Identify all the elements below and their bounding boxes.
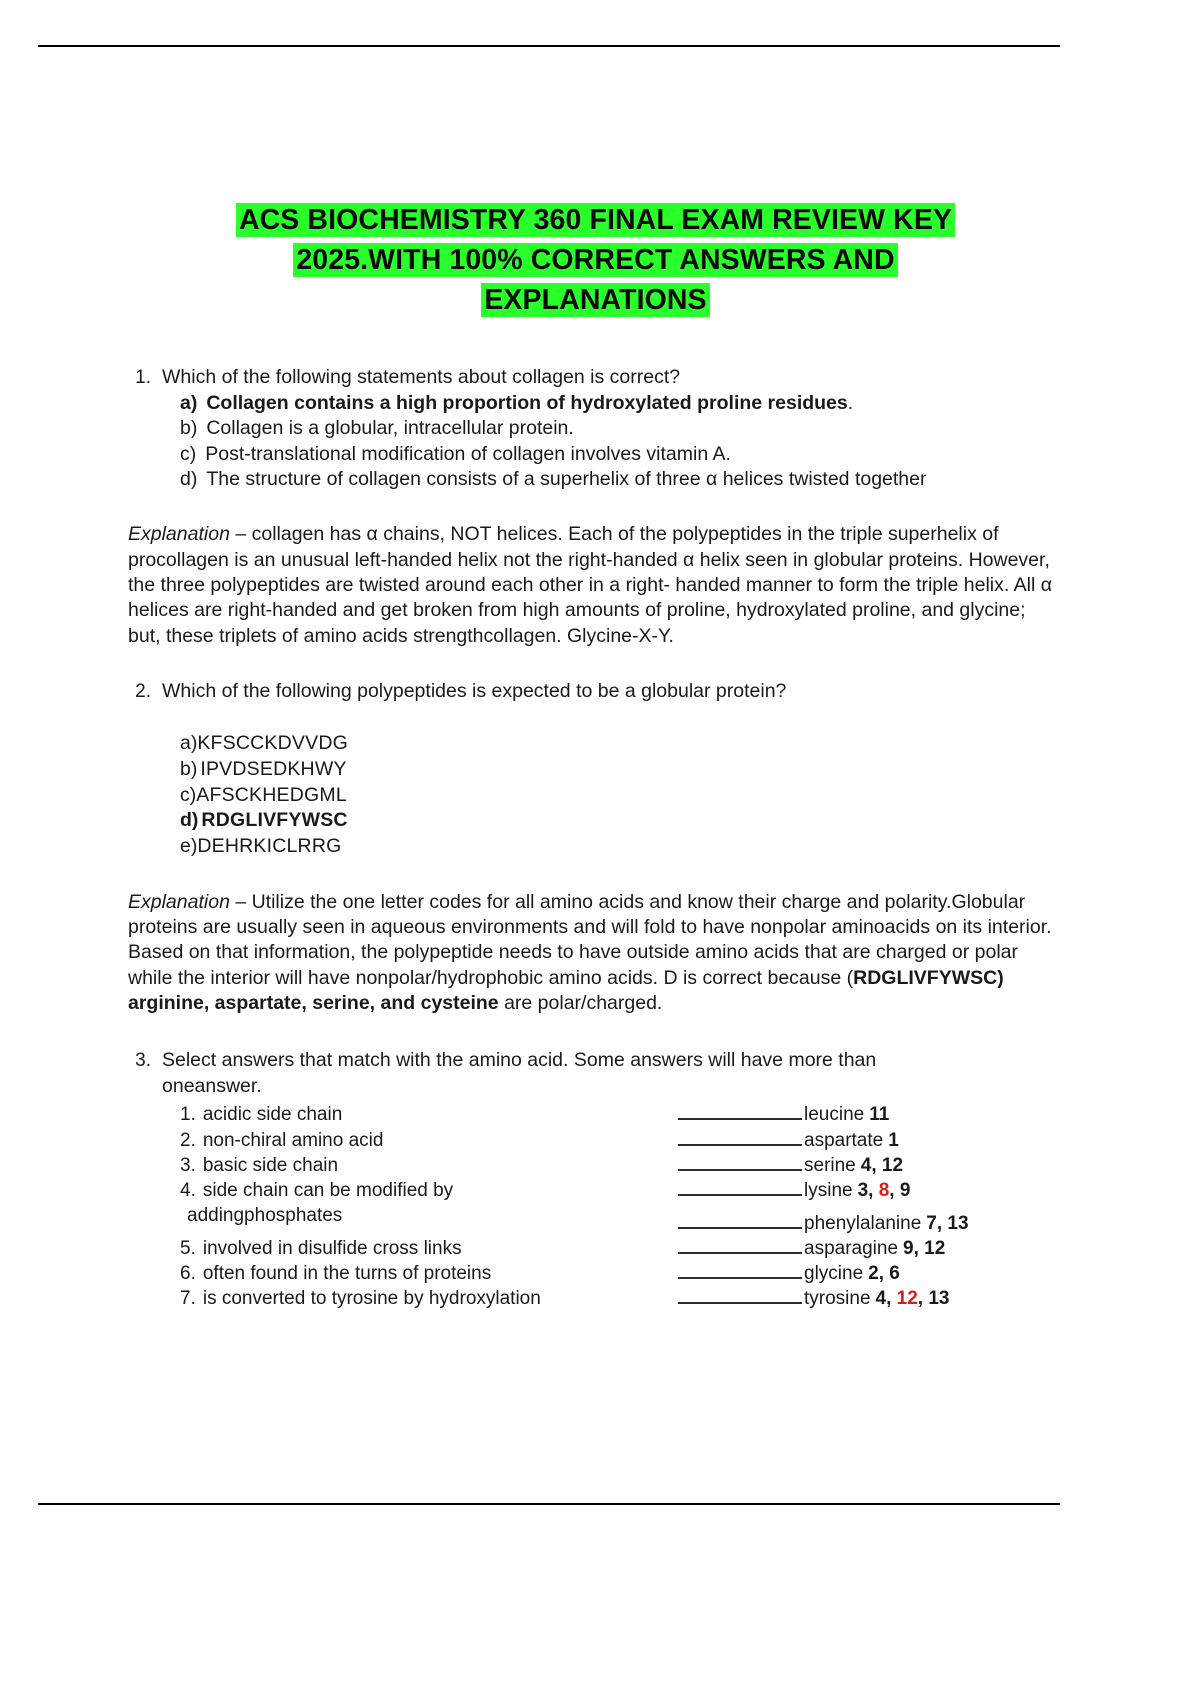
answer-number-highlight: 12	[896, 1288, 918, 1310]
question-1-option-a[interactable]	[128, 391, 1063, 416]
match-left-6	[180, 1261, 678, 1286]
question-3-prompt-row	[128, 1048, 1063, 1100]
match-row[interactable]	[180, 1178, 1063, 1203]
title-text-3: EXPLANATIONS	[481, 283, 709, 317]
answer-blank-line[interactable]	[678, 1157, 802, 1171]
question-1	[128, 365, 1063, 649]
question-1-option-d[interactable]	[128, 467, 1063, 492]
explanation-2-part1: – Utilize the one letter codes for all amino acids and know their charge and polarity.Globular proteins are usually seen in aqueous environments and will fold to have nonpolar aminoacids on its interior. Based on that information, the polypeptide needs to have outside amino acids that are charged or polar while the interior will have nonpolar/hydrophobic amino acids. D is correct because (	[128, 890, 1052, 989]
answer-blank-line[interactable]	[678, 1106, 802, 1120]
option-b-letter: b)	[180, 757, 198, 780]
answer-blank-line[interactable]	[678, 1132, 802, 1146]
answer-numbers-pre: 3,	[857, 1180, 879, 1202]
match-left-3	[180, 1153, 678, 1178]
answer-blank-line[interactable]	[678, 1290, 802, 1304]
match-left-2	[180, 1128, 678, 1153]
question-3-number: 3.	[135, 1050, 151, 1072]
question-1-option-b[interactable]	[128, 416, 1063, 441]
left-label: acidic side chain	[202, 1104, 343, 1126]
question-2-prompt-row	[128, 679, 1063, 705]
left-number: 1.	[180, 1104, 196, 1126]
option-e-letter: e)	[180, 835, 198, 858]
question-1-explanation	[128, 522, 1063, 649]
match-right-3	[678, 1153, 1063, 1178]
option-c-letter: c)	[180, 442, 197, 465]
option-a-sequence: KFSCCKDVVDG	[197, 732, 348, 755]
question-2	[128, 679, 1063, 1016]
left-number: 2.	[180, 1129, 196, 1151]
explanation-2-part2: are polar/charged.	[498, 992, 663, 1015]
answer-blank-line[interactable]	[678, 1265, 802, 1279]
option-c-sequence: AFSCKHEDGML	[196, 783, 347, 806]
match-left-4	[180, 1178, 678, 1203]
match-right-7	[678, 1261, 1063, 1286]
answer-numbers-post: , 9	[889, 1180, 911, 1202]
left-label: often found in the turns of proteins	[202, 1263, 492, 1285]
left-label: side chain can be modified by	[202, 1180, 454, 1202]
explanation-1-body: – collagen has α chains, NOT helices. Each of the polypeptides in the triple superhelix of procollagen is an unusual left-handed helix not the right-handed α helix seen in globular proteins. However, the three polypeptides are twisted around each other in a right- handed manner to form the triple helix. All α helices are right-handed and get broken from high amounts of proline, hydroxylated proline, and glycine; but, these triplets of amino acids strengthcollagen. Glycine-X-Y.	[128, 523, 1052, 647]
left-number: 5.	[180, 1237, 196, 1259]
answer-blank-line[interactable]	[678, 1240, 802, 1254]
answer-name: serine	[804, 1154, 856, 1176]
answer-numbers	[853, 1178, 911, 1203]
answer-name: glycine	[804, 1263, 864, 1285]
document-content	[128, 202, 1063, 1318]
match-left-4-continued	[180, 1203, 678, 1228]
option-c-text: Post-translational modification of collagen involves vitamin A.	[205, 442, 731, 465]
left-number: 3.	[180, 1154, 196, 1176]
explanation-2-bold: RDGLIVFYWSC) arginine, aspartate, serine, and cysteine	[128, 966, 1004, 1015]
question-2-option-a[interactable]	[180, 731, 1063, 757]
match-row[interactable]	[180, 1236, 1063, 1261]
answer-name: tyrosine	[804, 1288, 871, 1310]
question-2-number: 2.	[135, 681, 151, 703]
answer-numbers-pre: 4,	[875, 1288, 897, 1310]
question-2-option-c[interactable]	[180, 783, 1063, 809]
answer-numbers: 4, 12	[860, 1154, 904, 1176]
option-d-letter: d)	[180, 809, 199, 832]
option-d-sequence: RDGLIVFYWSC	[201, 809, 348, 832]
left-number	[180, 1203, 187, 1228]
option-a-body: Collagen contains a high proportion of hydroxylated proline residues	[206, 392, 848, 415]
answer-name: leucine	[804, 1104, 865, 1126]
left-label: involved in disulfide cross links	[202, 1237, 462, 1259]
match-row[interactable]	[180, 1286, 1063, 1311]
option-a-letter: a)	[180, 392, 198, 415]
option-a-text	[206, 391, 1063, 416]
match-left-1	[180, 1102, 678, 1127]
question-1-number: 1.	[135, 367, 151, 389]
answer-blank-line[interactable]	[678, 1182, 802, 1196]
left-label: is converted to tyrosine by hydroxylation	[202, 1288, 541, 1310]
option-e-sequence: DEHRKICLRRG	[197, 835, 342, 858]
answer-blank-line[interactable]	[678, 1215, 802, 1229]
answer-number-highlight: 8	[878, 1180, 890, 1202]
left-number: 4.	[180, 1180, 196, 1202]
match-row[interactable]	[180, 1102, 1063, 1127]
left-number: 7.	[180, 1288, 196, 1310]
question-3-matching-table	[128, 1102, 1063, 1311]
option-d-text: The structure of collagen consists of a superhelix of three α helices twisted together	[206, 468, 927, 491]
answer-numbers: 7, 13	[926, 1212, 969, 1234]
question-2-option-e[interactable]	[180, 834, 1063, 860]
answer-name: aspartate	[804, 1129, 884, 1151]
answer-numbers: 2, 6	[868, 1263, 900, 1285]
option-a-tail: .	[847, 392, 854, 415]
question-1-option-c[interactable]	[128, 442, 1063, 467]
match-row[interactable]	[180, 1128, 1063, 1153]
match-left-7	[180, 1286, 678, 1311]
document-title	[128, 202, 1063, 319]
question-2-options	[128, 731, 1063, 860]
match-row[interactable]	[180, 1153, 1063, 1178]
option-b-sequence: IPVDSEDKHWY	[200, 757, 347, 780]
explanation-2-lead: Explanation	[128, 890, 230, 913]
title-text-2: 2025.WITH 100% CORRECT ANSWERS AND	[293, 243, 897, 277]
match-left-5	[180, 1236, 678, 1261]
answer-name: phenylalanine	[804, 1212, 922, 1234]
left-label: addingphosphates	[187, 1205, 343, 1227]
question-2-explanation	[128, 890, 1063, 1017]
title-text-1: ACS BIOCHEMISTRY 360 FINAL EXAM REVIEW KEY	[236, 203, 955, 237]
answer-numbers	[871, 1286, 950, 1311]
question-1-prompt: Which of the following statements about collagen is correct?	[162, 366, 681, 389]
match-right-8	[678, 1286, 1063, 1311]
left-label: basic side chain	[202, 1154, 339, 1176]
question-2-prompt: Which of the following polypeptides is expected to be a globular protein?	[162, 680, 787, 703]
title-line-3	[128, 282, 1063, 319]
left-number: 6.	[180, 1263, 196, 1285]
question-3	[128, 1048, 1063, 1311]
answer-numbers: 11	[869, 1104, 890, 1126]
question-1-options	[128, 391, 1063, 492]
title-line-2	[128, 242, 1063, 279]
option-b-text: Collagen is a globular, intracellular protein.	[206, 417, 574, 440]
answer-name: lysine	[804, 1180, 853, 1202]
question-2-option-b[interactable]	[180, 757, 1063, 783]
left-label: non-chiral amino acid	[202, 1129, 384, 1151]
option-c-letter: c)	[180, 783, 197, 806]
question-1-prompt-row	[128, 365, 1063, 391]
match-right-2	[678, 1128, 1063, 1153]
match-row[interactable]	[180, 1203, 1063, 1236]
match-right-6	[678, 1236, 1063, 1261]
match-row[interactable]	[180, 1261, 1063, 1286]
match-right-1	[678, 1102, 1063, 1127]
answer-name: asparagine	[804, 1237, 899, 1259]
question-2-option-d[interactable]	[180, 808, 1063, 834]
match-right-4	[678, 1178, 1063, 1203]
match-right-5	[678, 1211, 1063, 1236]
option-b-letter: b)	[180, 417, 198, 440]
title-line-1	[128, 202, 1063, 239]
option-a-letter: a)	[180, 732, 198, 755]
answer-numbers-post: , 13	[917, 1288, 950, 1310]
option-d-letter: d)	[180, 468, 198, 491]
explanation-1-lead: Explanation	[128, 523, 230, 546]
question-3-prompt: Select answers that match with the amino acid. Some answers will have more than oneanswer.	[162, 1049, 877, 1098]
document-page	[38, 45, 1060, 1505]
answer-numbers: 1	[888, 1129, 899, 1151]
answer-numbers: 9, 12	[903, 1237, 946, 1259]
